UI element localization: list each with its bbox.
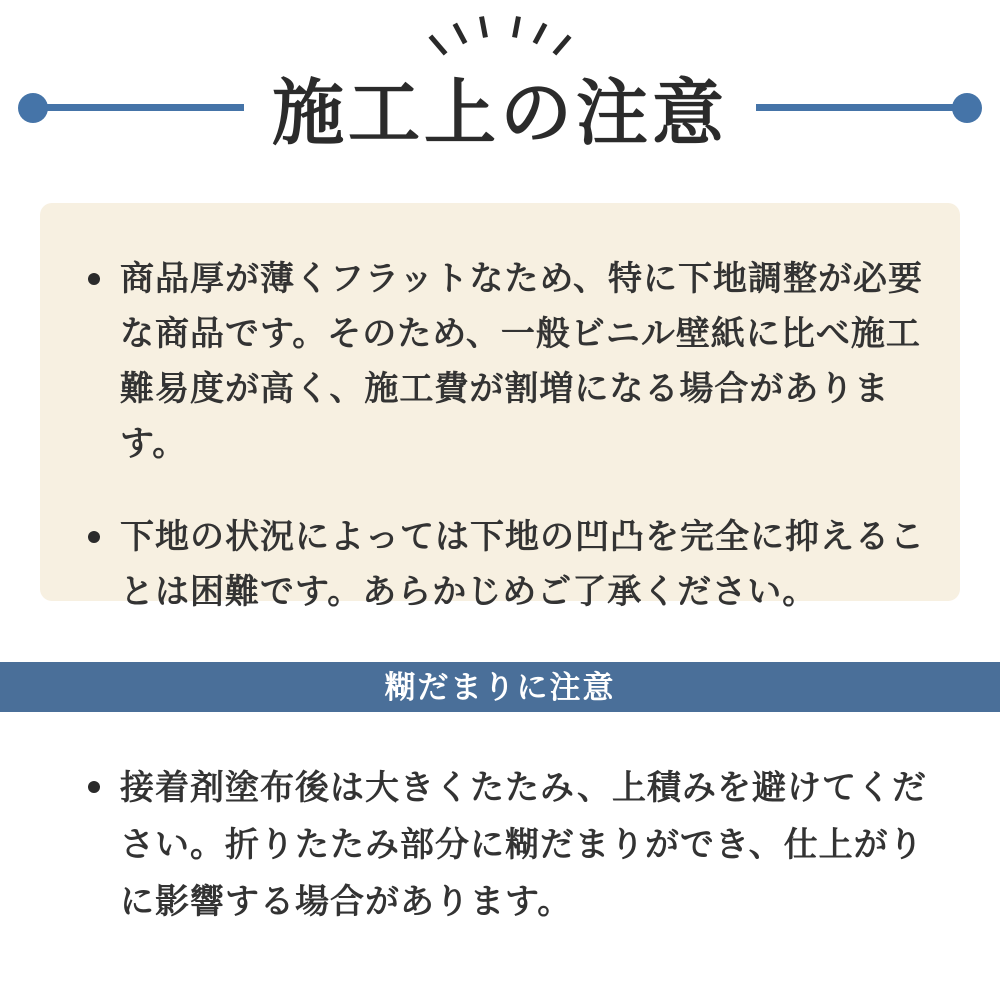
bullet-icon bbox=[88, 781, 100, 793]
precautions-list bbox=[88, 252, 934, 620]
bullet-icon bbox=[88, 273, 100, 285]
glue-warning-list bbox=[88, 760, 934, 931]
accent-dot-right bbox=[952, 93, 982, 123]
precautions-box bbox=[40, 203, 960, 611]
glue-warning-text: 接着剤塗布後は大きくたたみ、上積みを避けてください。折りたたみ部分に糊だまりができ、仕上がりに影響する場合があります。 bbox=[120, 769, 928, 921]
bullet-icon bbox=[88, 531, 100, 543]
precaution-text: 商品厚が薄くフラットなため、特に下地調整が必要な商品です。そのため、一般ビニル壁紙に比べ施工難易度が高く、施工費が割増になる場合があります。 bbox=[120, 260, 923, 463]
title-accent-line-right bbox=[756, 93, 982, 123]
list-item bbox=[88, 760, 934, 931]
page-title: 施工上の注意 bbox=[271, 74, 728, 154]
emphasis-burst-icon bbox=[422, 8, 578, 64]
list-item bbox=[88, 510, 934, 620]
precaution-text: 下地の状況によっては下地の凹凸を完全に抑えることは困難です。あらかじめご了承ください。 bbox=[120, 518, 925, 611]
list-item bbox=[88, 252, 934, 472]
accent-rule-right bbox=[756, 104, 956, 111]
glue-warning-banner bbox=[0, 662, 1000, 712]
glue-warning-body bbox=[40, 760, 960, 931]
glue-warning-banner-label: 糊だまりに注意 bbox=[384, 669, 616, 705]
